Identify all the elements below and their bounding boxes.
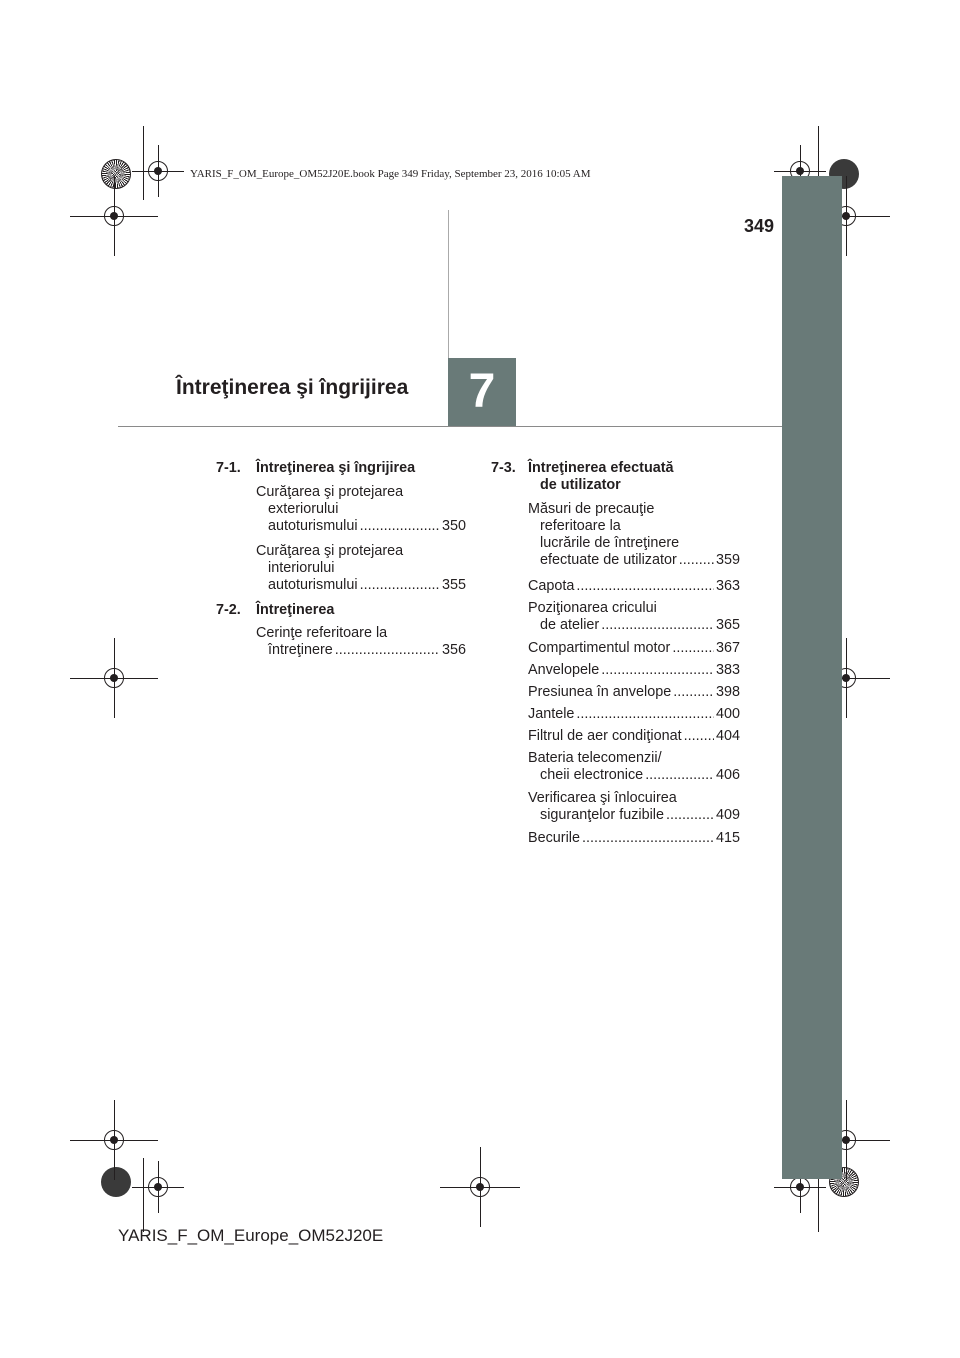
toc-dot-leader [360, 577, 440, 594]
toc-dot-leader [335, 642, 440, 659]
toc-entry-last-line [256, 577, 466, 594]
toc-entry-text: Compartimentul motor [528, 640, 671, 656]
toc-entry[interactable] [528, 640, 740, 657]
toc-section-title: de utilizator [540, 477, 621, 493]
toc-entry-last-line [528, 706, 740, 723]
toc-dot-leader [679, 552, 714, 569]
toc-entry-last-line [528, 640, 740, 657]
chapter-title: Întreţinerea şi îngrijirea [176, 376, 409, 399]
header-rule [118, 426, 782, 427]
registration-sunburst-top-left [101, 159, 131, 189]
toc-entry[interactable] [256, 543, 466, 594]
toc-entry-last-line [528, 617, 740, 634]
toc-dot-leader [576, 706, 714, 723]
toc-section-heading [491, 460, 740, 494]
toc-page-ref: 383 [715, 662, 740, 678]
toc-section-number: 7-3. [491, 460, 516, 476]
toc-entry[interactable] [256, 625, 466, 659]
toc-entry-last-line [256, 518, 466, 535]
toc-entry-line: Poziţionarea cricului [528, 600, 657, 616]
toc-page-ref: 409 [715, 807, 740, 823]
toc-entry-last-line [528, 830, 740, 847]
file-info: YARIS_F_OM_Europe_OM52J20E.book Page 349 Friday, September 23, 2016 10:05 AM [190, 168, 591, 180]
toc-dot-leader [360, 518, 440, 535]
toc-entry-text: Jantele [528, 706, 575, 722]
toc-entry-text: Filtrul de aer condiţionat [528, 728, 682, 744]
toc-entry-text: autoturismului [268, 577, 358, 593]
toc-dot-leader [645, 767, 714, 784]
toc-dot-leader [672, 640, 714, 657]
toc-entry-text: cheii electronice [540, 767, 644, 783]
toc-page-ref: 350 [441, 518, 466, 534]
page-number: 349 [743, 216, 774, 236]
toc-page-ref: 363 [715, 578, 740, 594]
toc-entry-line: interiorului [268, 560, 335, 576]
toc-entry-last-line [528, 684, 740, 701]
toc-entry-text: Presiunea în anvelope [528, 684, 672, 700]
toc-entry-text: Anvelopele [528, 662, 600, 678]
toc-entry-last-line [528, 552, 740, 569]
footer-model-code: YARIS_F_OM_Europe_OM52J20E [118, 1226, 384, 1245]
toc-dot-leader [601, 617, 714, 634]
toc-entry[interactable] [528, 750, 740, 784]
toc-entry-line: Curăţarea şi protejarea [256, 543, 404, 559]
toc-entry-line: Cerinţe referitoare la [256, 625, 388, 641]
toc-dot-leader [673, 684, 714, 701]
toc-page-ref: 415 [715, 830, 740, 846]
toc-entry[interactable] [528, 578, 740, 595]
toc-entry[interactable] [528, 662, 740, 679]
toc-entry-last-line [528, 662, 740, 679]
toc-entry[interactable] [528, 684, 740, 701]
toc-entry[interactable] [528, 728, 740, 745]
toc-page-ref: 406 [715, 767, 740, 783]
toc-page-ref: 400 [715, 706, 740, 722]
toc-page-ref: 355 [441, 577, 466, 593]
toc-entry-last-line [528, 767, 740, 784]
toc-dot-leader [582, 830, 714, 847]
crop-mark [143, 126, 144, 200]
toc-section-number: 7-1. [216, 460, 241, 476]
toc-entry[interactable] [528, 501, 740, 569]
toc-dot-leader [576, 578, 714, 595]
chapter-number: 7 [448, 358, 516, 426]
toc-page-ref: 367 [715, 640, 740, 656]
toc-dot-leader [601, 662, 714, 679]
toc-entry[interactable] [528, 600, 740, 634]
toc-entry-last-line [256, 642, 466, 659]
toc-entry[interactable] [256, 484, 466, 535]
toc-entry-line: lucrările de întreţinere [540, 535, 680, 551]
toc-entry-last-line [528, 807, 740, 824]
toc-entry-text: Capota [528, 578, 575, 594]
toc-page-ref: 398 [715, 684, 740, 700]
toc-column-left [216, 460, 466, 680]
toc-entry-line: Măsuri de precauţie [528, 501, 655, 517]
chapter-side-tab [782, 176, 842, 1179]
toc-page-ref: 365 [715, 617, 740, 633]
toc-entry-line: exteriorului [268, 501, 339, 517]
toc-section-title: Întreţinerea [256, 602, 335, 618]
toc-column-right [491, 460, 740, 860]
toc-entry-text: siguranţelor fuzibile [540, 807, 664, 823]
toc-entry-last-line [528, 728, 740, 745]
toc-entry-line: Verificarea şi înlocuirea [528, 790, 677, 806]
toc-section-number: 7-2. [216, 602, 241, 618]
toc-entry-text: Becurile [528, 830, 580, 846]
toc-dot-leader [666, 807, 714, 824]
toc-page-ref: 359 [715, 552, 740, 568]
crop-mark [143, 1158, 144, 1232]
toc-page-ref: 356 [441, 642, 466, 658]
toc-section-title: Întreţinerea şi îngrijirea [256, 460, 416, 476]
toc-entry-text: autoturismului [268, 518, 358, 534]
toc-entry-text: efectuate de utilizator [540, 552, 677, 568]
toc-entry-line: Bateria telecomenzii/ [528, 750, 662, 766]
toc-entry-line: Curăţarea şi protejarea [256, 484, 404, 500]
toc-entry-text: de atelier [540, 617, 600, 633]
toc-entry-line: referitoare la [540, 518, 621, 534]
toc-entry[interactable] [528, 790, 740, 824]
toc-dot-leader [684, 728, 714, 745]
toc-entry-last-line [528, 578, 740, 595]
gutter-line [448, 210, 449, 358]
toc-entry[interactable] [528, 706, 740, 723]
toc-section-title: Întreţinerea efectuată [528, 460, 674, 476]
toc-entry[interactable] [528, 830, 740, 847]
toc-page-ref: 404 [715, 728, 740, 744]
registration-disc-bottom-left [101, 1167, 131, 1197]
toc-entry-text: întreţinere [268, 642, 333, 658]
